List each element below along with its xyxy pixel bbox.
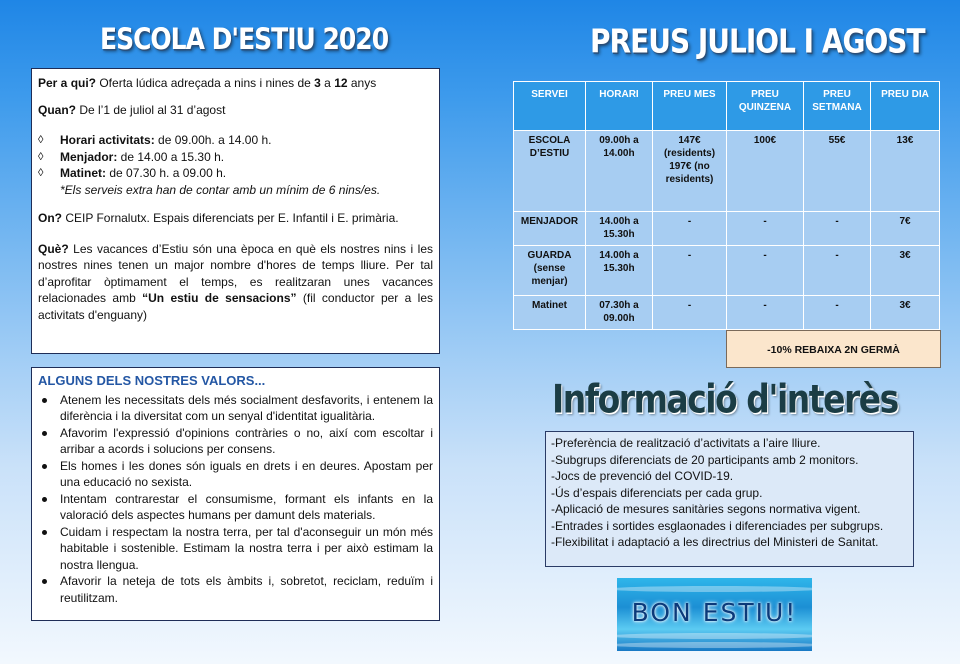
schedule-list (38, 132, 433, 182)
values-box (31, 367, 440, 621)
schedule-label: Matinet: (60, 166, 106, 180)
table-cell: - (804, 296, 871, 330)
who-paragraph (38, 75, 433, 92)
table-cell: MENJADOR (514, 212, 586, 246)
what-text-2: (fil conductor per a les activitats d'enguany) (38, 291, 433, 322)
value-item (38, 425, 433, 458)
table-cell: - (727, 212, 804, 246)
schedule-item (38, 165, 433, 182)
column-header: PREU QUINZENA (727, 82, 804, 131)
prices-title: PREUS JULIOL I AGOST (590, 22, 925, 61)
water-wave-icon (617, 633, 812, 639)
column-header: PREU MES (653, 82, 727, 131)
value-item (38, 491, 433, 524)
bullet-icon (42, 431, 47, 436)
theme-title: “Un estiu de sensacions” (142, 291, 297, 305)
value-text: Cuidam i respectam la nostra terra, per tal d'aconseguir un món més habitable i sostenible. Estimam la nostra terra i per això estimam la nostra llengua. (60, 524, 433, 572)
who-text-2: a (320, 76, 335, 90)
interest-item: -Entrades i sortides esglaonades i diferenciades per subgrups. (551, 518, 884, 533)
table-cell: - (804, 246, 871, 296)
who-text-1: Oferta lúdica adreçada a nins i nines de (96, 76, 315, 90)
value-text: Afavorir la neteja de tots els àmbits i, sobretot, reciclam, reduïm i reutilitzam. (60, 574, 433, 605)
table-row (514, 296, 940, 330)
value-item (38, 524, 433, 574)
schedule-text: de 09.00h. a 14.00 h. (154, 133, 272, 147)
what-paragraph (38, 241, 433, 324)
value-item (38, 573, 433, 606)
diamond-icon: ◊ (38, 134, 44, 146)
where-paragraph (38, 210, 433, 227)
bullet-icon (42, 579, 47, 584)
when-text: De l’1 de juliol al 31 d’agost (76, 102, 226, 117)
where-text: CEIP Fornalutx. Espais diferenciats per E. Infantil i E. primària. (62, 211, 399, 225)
schedule-label: Horari activitats: (60, 133, 155, 147)
bullet-icon (42, 530, 47, 535)
table-cell: ESCOLA D’ESTIU (514, 131, 586, 212)
table-cell: GUARDA (sense menjar) (514, 246, 586, 296)
bullet-icon (42, 497, 47, 502)
extra-services-note: *Els serveis extra han de contar amb un mínim de 6 nins/es. (60, 182, 381, 197)
water-wave-icon (617, 642, 812, 648)
water-wave-icon (617, 586, 812, 592)
interest-item: -Aplicació de mesures sanitàries segons normativa vigent. (551, 502, 861, 516)
interest-item: -Flexibilitat i adaptació a les directrius del Ministeri de Sanitat. (551, 535, 879, 549)
schedule-text: de 14.00 a 15.30 h. (117, 149, 225, 164)
values-list (38, 392, 433, 607)
schedule-label: Menjador: (60, 149, 118, 164)
table-row (514, 131, 940, 212)
what-text-1: Les vacances d’Estiu són una època en què els nostres nins i les nostres nines tenen un major nombre d'hores de temps lliure. Per tal d’aprofitar òptimament el temps, es realitzaran unes vacances relacionades amb (38, 241, 433, 305)
value-text: Intentam contrarestar el consumisme, formant els infants en la valoració dels aspectes humans per damunt dels materials. (60, 491, 433, 522)
when-paragraph (38, 102, 433, 119)
diamond-icon: ◊ (38, 167, 44, 179)
column-header: HORARI (586, 82, 653, 131)
where-question: On? (38, 211, 62, 225)
bon-estiu-text: BON ESTIU! (631, 598, 798, 627)
table-cell: - (653, 212, 727, 246)
when-question: Quan? (38, 102, 76, 117)
interest-item: -Subgrups diferenciats de 20 participants amb 2 monitors. (551, 452, 859, 467)
schedule-text: de 07.30 h. a 09.00 h. (106, 166, 227, 180)
table-cell: - (727, 296, 804, 330)
table-cell: 14.00h a 15.30h (586, 246, 653, 296)
diamond-icon: ◊ (38, 150, 44, 163)
value-item (38, 458, 433, 491)
value-text: Afavorim l'expressió d'opinions contràries o no, així com escoltar i arribar a acords i solucions per consens. (60, 425, 433, 456)
column-header: PREU SETMANA (804, 82, 871, 131)
table-cell: 09.00h a 14.00h (586, 131, 653, 212)
table-cell: - (653, 296, 727, 330)
table-cell: 3€ (871, 246, 940, 296)
age-to: 12 (334, 76, 348, 90)
schedule-item (38, 132, 433, 149)
table-cell: 147€ (residents) 197€ (no residents) (653, 131, 727, 212)
table-cell: 07.30h a 09.00h (586, 296, 653, 330)
who-text-3: anys (347, 76, 377, 90)
who-question: Per a qui? (38, 76, 97, 90)
table-row (514, 246, 940, 296)
interest-item: -Preferència de realització d’activitats a l’aire lliure. (551, 436, 821, 450)
left-title: ESCOLA D'ESTIU 2020 (100, 22, 389, 57)
table-cell: - (727, 246, 804, 296)
interest-box (545, 431, 914, 567)
value-text: Atenem les necessitats dels més socialment desfavorits, i entenem la diferència i la diversitat com un senyal d'identitat igualitària. (60, 392, 433, 423)
interest-item: -Ús d’espais diferenciats per cada grup. (551, 485, 763, 500)
value-item (38, 392, 433, 425)
table-row (514, 212, 940, 246)
table-header-row (514, 82, 940, 131)
table-cell: 14.00h a 15.30h (586, 212, 653, 246)
column-header: SERVEI (514, 82, 586, 131)
column-header: PREU DIA (871, 82, 940, 131)
age-from: 3 (314, 76, 321, 90)
bullet-icon (42, 398, 47, 403)
info-box (31, 68, 440, 354)
bon-estiu-banner (617, 578, 812, 651)
table-cell: 7€ (871, 212, 940, 246)
table-cell: Matinet (514, 296, 586, 330)
schedule-item (38, 149, 433, 166)
interest-item: -Jocs de prevenció del COVID-19. (551, 469, 734, 483)
what-question: Què? (38, 241, 69, 256)
table-cell: 100€ (727, 131, 804, 212)
table-cell: - (804, 212, 871, 246)
table-cell: 13€ (871, 131, 940, 212)
bullet-icon (42, 464, 47, 469)
sibling-discount-badge: -10% REBAIXA 2N GERMÀ (726, 330, 941, 368)
info-title: Informació d'interès (552, 376, 898, 423)
values-title: ALGUNS DELS NOSTRES VALORS... (38, 373, 266, 388)
table-cell: 3€ (871, 296, 940, 330)
table-cell: 55€ (804, 131, 871, 212)
table-cell: - (653, 246, 727, 296)
prices-table (513, 81, 940, 330)
value-text: Els homes i les dones són iguals en drets i en deures. Apostam per una educació no sexista. (60, 458, 433, 489)
